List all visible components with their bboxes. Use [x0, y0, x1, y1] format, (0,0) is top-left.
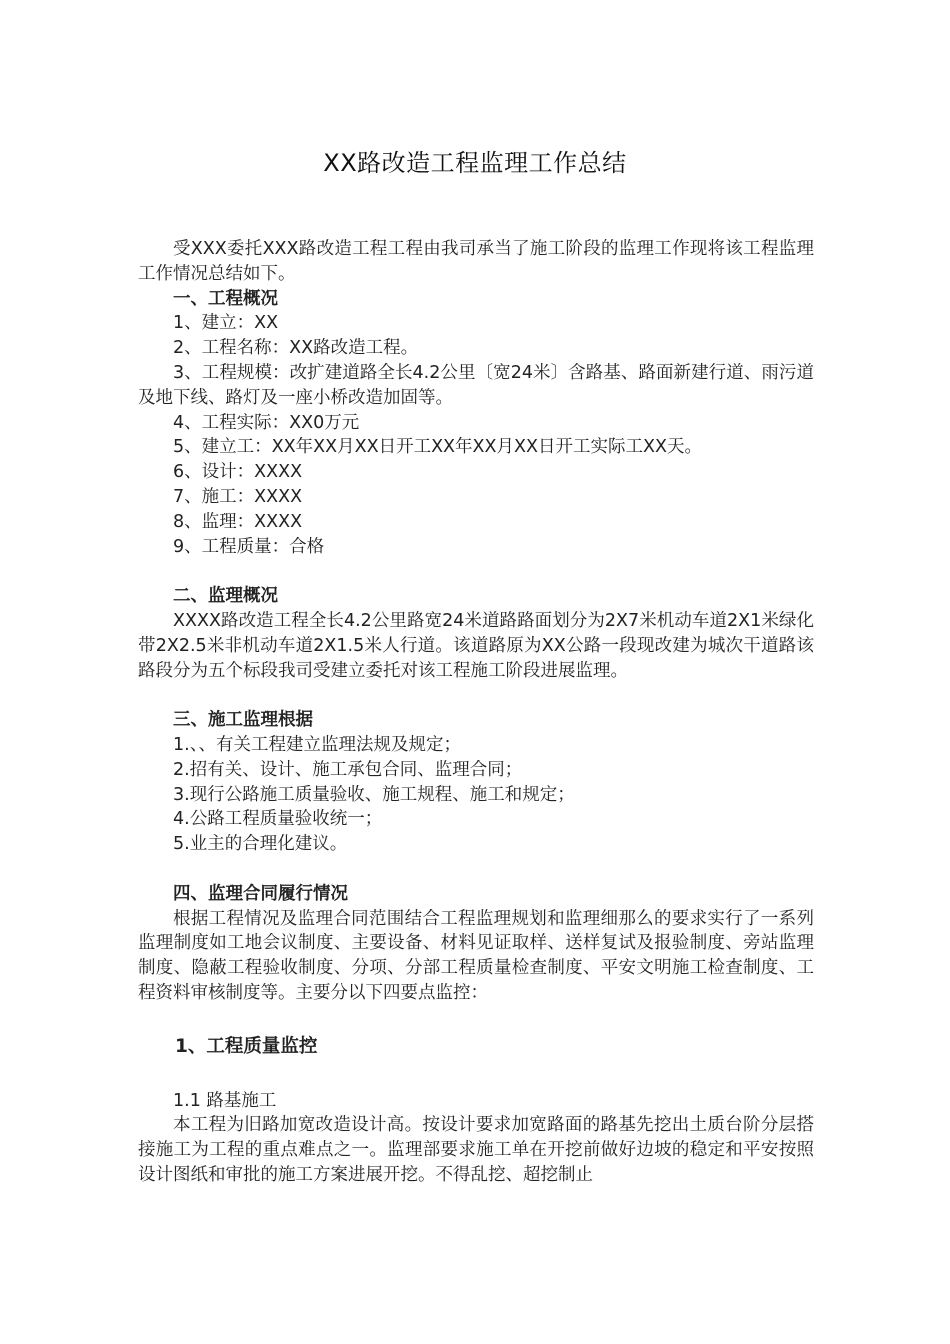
document-body: [138, 237, 814, 1188]
list-item: 5.业主的合理化建议。: [173, 834, 348, 855]
spacer: [138, 683, 814, 708]
section-heading-overview: 一、工程概况: [173, 288, 278, 309]
list-item: 5、建立工：XX年XX月XX日开工XX年XX月XX日开工实际工XX天。: [173, 437, 702, 458]
subsubsection-heading-subgrade: 1.1 路基施工: [173, 1090, 277, 1111]
list-item: 1.、、有关工程建立监理法规及规定；: [173, 734, 461, 755]
list-item: 4、工程实际：XX0万元: [173, 412, 360, 433]
list-item: 9、工程质量：合格: [173, 536, 325, 557]
list-item: 1、建立：XX: [173, 313, 279, 334]
list-item: 3.现行公路施工质量验收、施工规程、施工和规定；: [173, 784, 575, 805]
spacer: [138, 1060, 814, 1089]
section-heading-basis: 三、施工监理根据: [173, 710, 313, 731]
contract-paragraph: 根据工程情况及监理合同范围结合工程监理规划和监理细那么的要求实行了一系列监理制度如工地会议制度、主要设备、材料见证取样、送样复试及报验制度、旁站监理制度、隐蔽工程验收制度、分项、分部工程质量检查制度、平安文明施工检查制度、工程资料审核制度等。主要分以下四要点监控：: [138, 908, 814, 1003]
list-item: 2、工程名称：XX路改造工程。: [173, 338, 419, 359]
subgrade-paragraph: 本工程为旧路加宽改造设计高。按设计要求加宽路面的路基先挖出土质台阶分层搭接施工为工程的重点难点之一。监理部要求施工单在开挖前做好边坡的稳定和平安按照设计图纸和审批的施工方案进展开挖。不得乱挖、超挖制止: [138, 1115, 814, 1185]
section-heading-contract: 四、监理合同履行情况: [173, 883, 348, 904]
subsection-heading-quality: 1、工程质量监控: [175, 1035, 318, 1057]
supervision-paragraph: XXXX路改造工程全长4.2公里路宽24米道路路面划分为2X7米机动车道2X1米绿化带2X2.5米非机动车道2X1.5米人行道。该道路原为XX公路一段现改建为城次干道路该路段分为五个标段我司受建立委托对该工程施工阶段进展监理。: [138, 610, 814, 681]
list-item: 8、监理：XXXX: [173, 511, 303, 532]
list-item: 3、工程规模：改扩建道路全长4.2公里〔宽24米〕含路基、路面新建行道、雨污道及地下线、路灯及一座小桥改造加固等。: [138, 362, 814, 408]
list-item: 4.公路工程质量验收统一；: [173, 809, 383, 830]
section-heading-supervision: 二、监理概况: [173, 586, 278, 607]
document-title: XX路改造工程监理工作总结: [323, 149, 627, 177]
list-item: 6、设计：XXXX: [173, 462, 303, 483]
intro-paragraph: 受XXX委托XXX路改造工程工程由我司承当了施工阶段的监理工作现将该工程监理工作情况总结如下。: [138, 239, 814, 284]
list-item: 7、施工：XXXX: [173, 486, 303, 507]
spacer: [138, 559, 814, 584]
spacer: [138, 857, 814, 882]
list-item: 2.招有关、设计、施工承包合同、监理合同；: [173, 759, 523, 780]
spacer: [138, 1006, 814, 1035]
